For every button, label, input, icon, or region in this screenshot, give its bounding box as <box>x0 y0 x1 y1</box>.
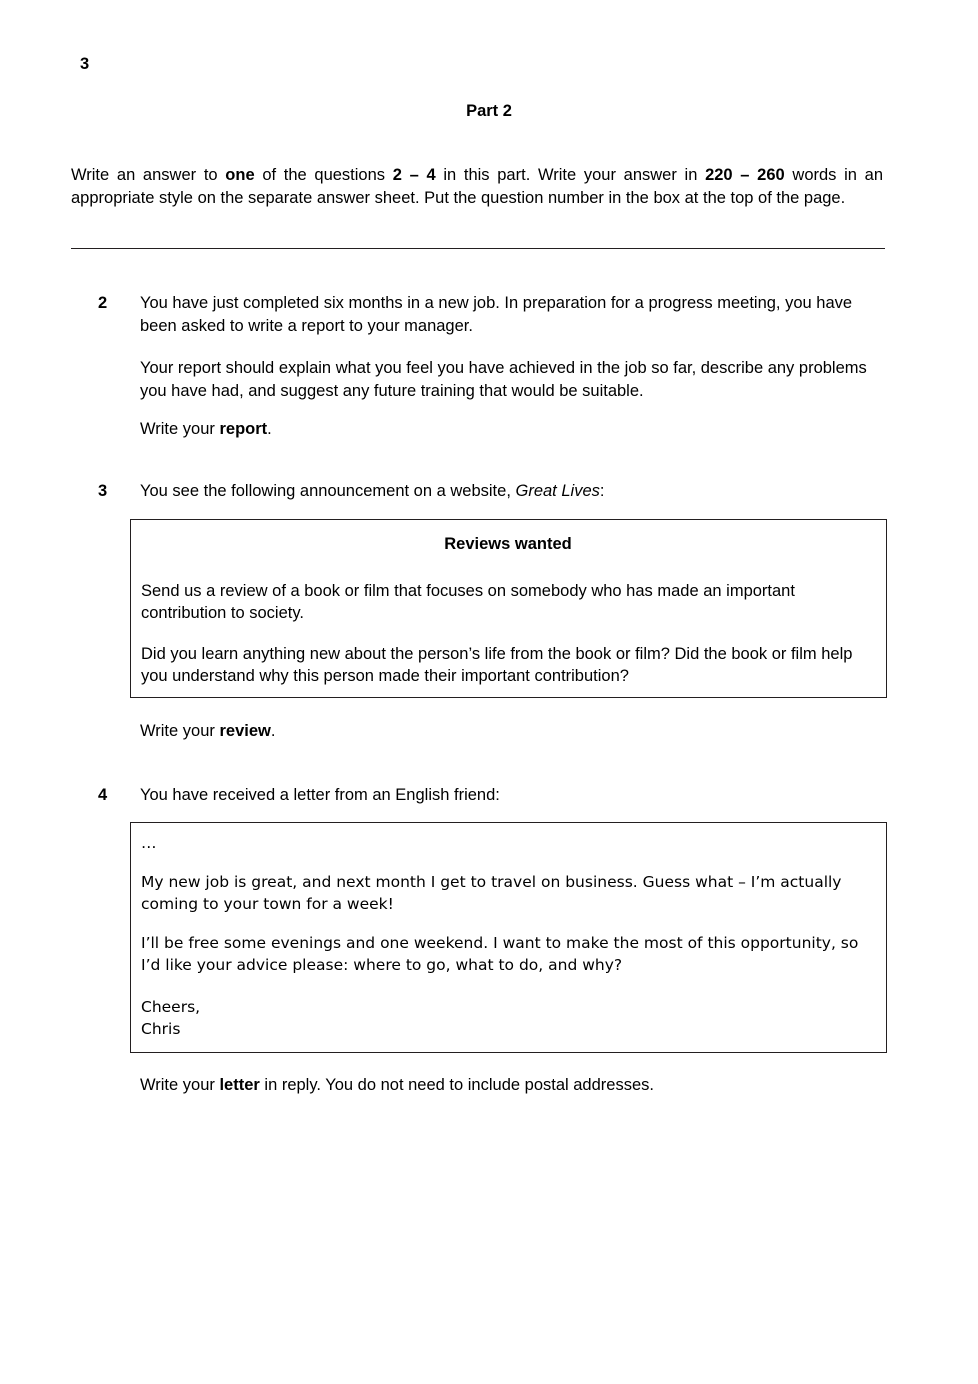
question-2-paragraph-2: Your report should explain what you feel you have achieved in the job so far, describe any problems you have had, and suggest any future training that would be suitable. <box>140 359 867 400</box>
website-name: Great Lives <box>515 482 600 500</box>
part-instructions <box>71 164 883 209</box>
question-4-write-instruction <box>140 1074 885 1097</box>
question-3-write-prefix: Write your <box>140 722 220 740</box>
announcement-paragraph-1: Send us a review of a book or film that focuses on somebody who has made an important contribution to society. <box>141 581 795 623</box>
rubric-text-1: Write an answer to <box>71 166 226 184</box>
letter-content <box>131 823 886 1040</box>
question-2-paragraph-1: You have just completed six months in a new job. In preparation for a progress meeting, you have been asked to write a report to your manager. <box>140 294 853 335</box>
question-3-intro-text <box>140 480 885 503</box>
question-2-write-task: report <box>219 420 268 438</box>
horizontal-divider <box>71 248 885 249</box>
question-3-intro-suffix: : <box>599 482 605 500</box>
question-4-write-prefix: Write your <box>140 1076 220 1094</box>
question-3-write-suffix: . <box>270 722 276 740</box>
page-number: 3 <box>80 55 90 73</box>
question-2-write-suffix: . <box>267 420 272 438</box>
question-3-intro <box>140 480 885 503</box>
question-4-write-suffix: in reply. You do not need to include postal addresses. <box>259 1076 654 1094</box>
letter-box <box>130 822 887 1053</box>
question-4-number: 4 <box>98 786 108 804</box>
question-2-body <box>140 292 885 402</box>
page-title: Part 2 <box>466 102 512 120</box>
letter-sign-off: Cheers, <box>141 998 201 1016</box>
announcement-paragraph-2: Did you learn anything new about the person’s life from the book or film? Did the book or film help you understand why this person made their important contribution? <box>141 644 853 686</box>
question-3-intro-prefix: You see the following announcement on a website, <box>140 482 516 500</box>
question-3-number: 3 <box>98 482 108 500</box>
rubric-text-4: words in an appropriate style on the separate answer sheet. Put the question number in the box at the top of the page. <box>71 166 883 207</box>
question-2-write-prefix: Write your <box>140 420 220 438</box>
rubric-bold-word-count: 220 – 260 <box>705 166 785 184</box>
rubric-bold-one: one <box>225 166 255 184</box>
letter-sender-name: Chris <box>141 1020 181 1038</box>
letter-paragraph-1: My new job is great, and next month I get to travel on business. Guess what – I’m actually coming to your town for a week! <box>141 873 842 913</box>
rubric-bold-question-range: 2 – 4 <box>392 166 436 184</box>
question-2-write-instruction <box>140 418 885 441</box>
announcement-box-content <box>131 520 886 688</box>
question-3-write-task: review <box>219 722 271 740</box>
question-3-write-instruction <box>140 720 885 743</box>
announcement-heading: Reviews wanted <box>444 535 572 553</box>
question-4-write-task: letter <box>219 1076 260 1094</box>
question-4-intro <box>140 784 885 807</box>
letter-paragraph-2: I’ll be free some evenings and one weekend. I want to make the most of this opportunity, so I’d like your advice please: where to go, what to do, and why? <box>141 934 859 974</box>
announcement-box <box>130 519 887 698</box>
question-2-number: 2 <box>98 294 108 312</box>
rubric-text-2: of the questions <box>254 166 393 184</box>
question-4-intro-text: You have received a letter from an English friend: <box>140 786 500 804</box>
letter-ellipsis: … <box>141 834 158 852</box>
rubric-text-3: in this part. Write your answer in <box>435 166 706 184</box>
